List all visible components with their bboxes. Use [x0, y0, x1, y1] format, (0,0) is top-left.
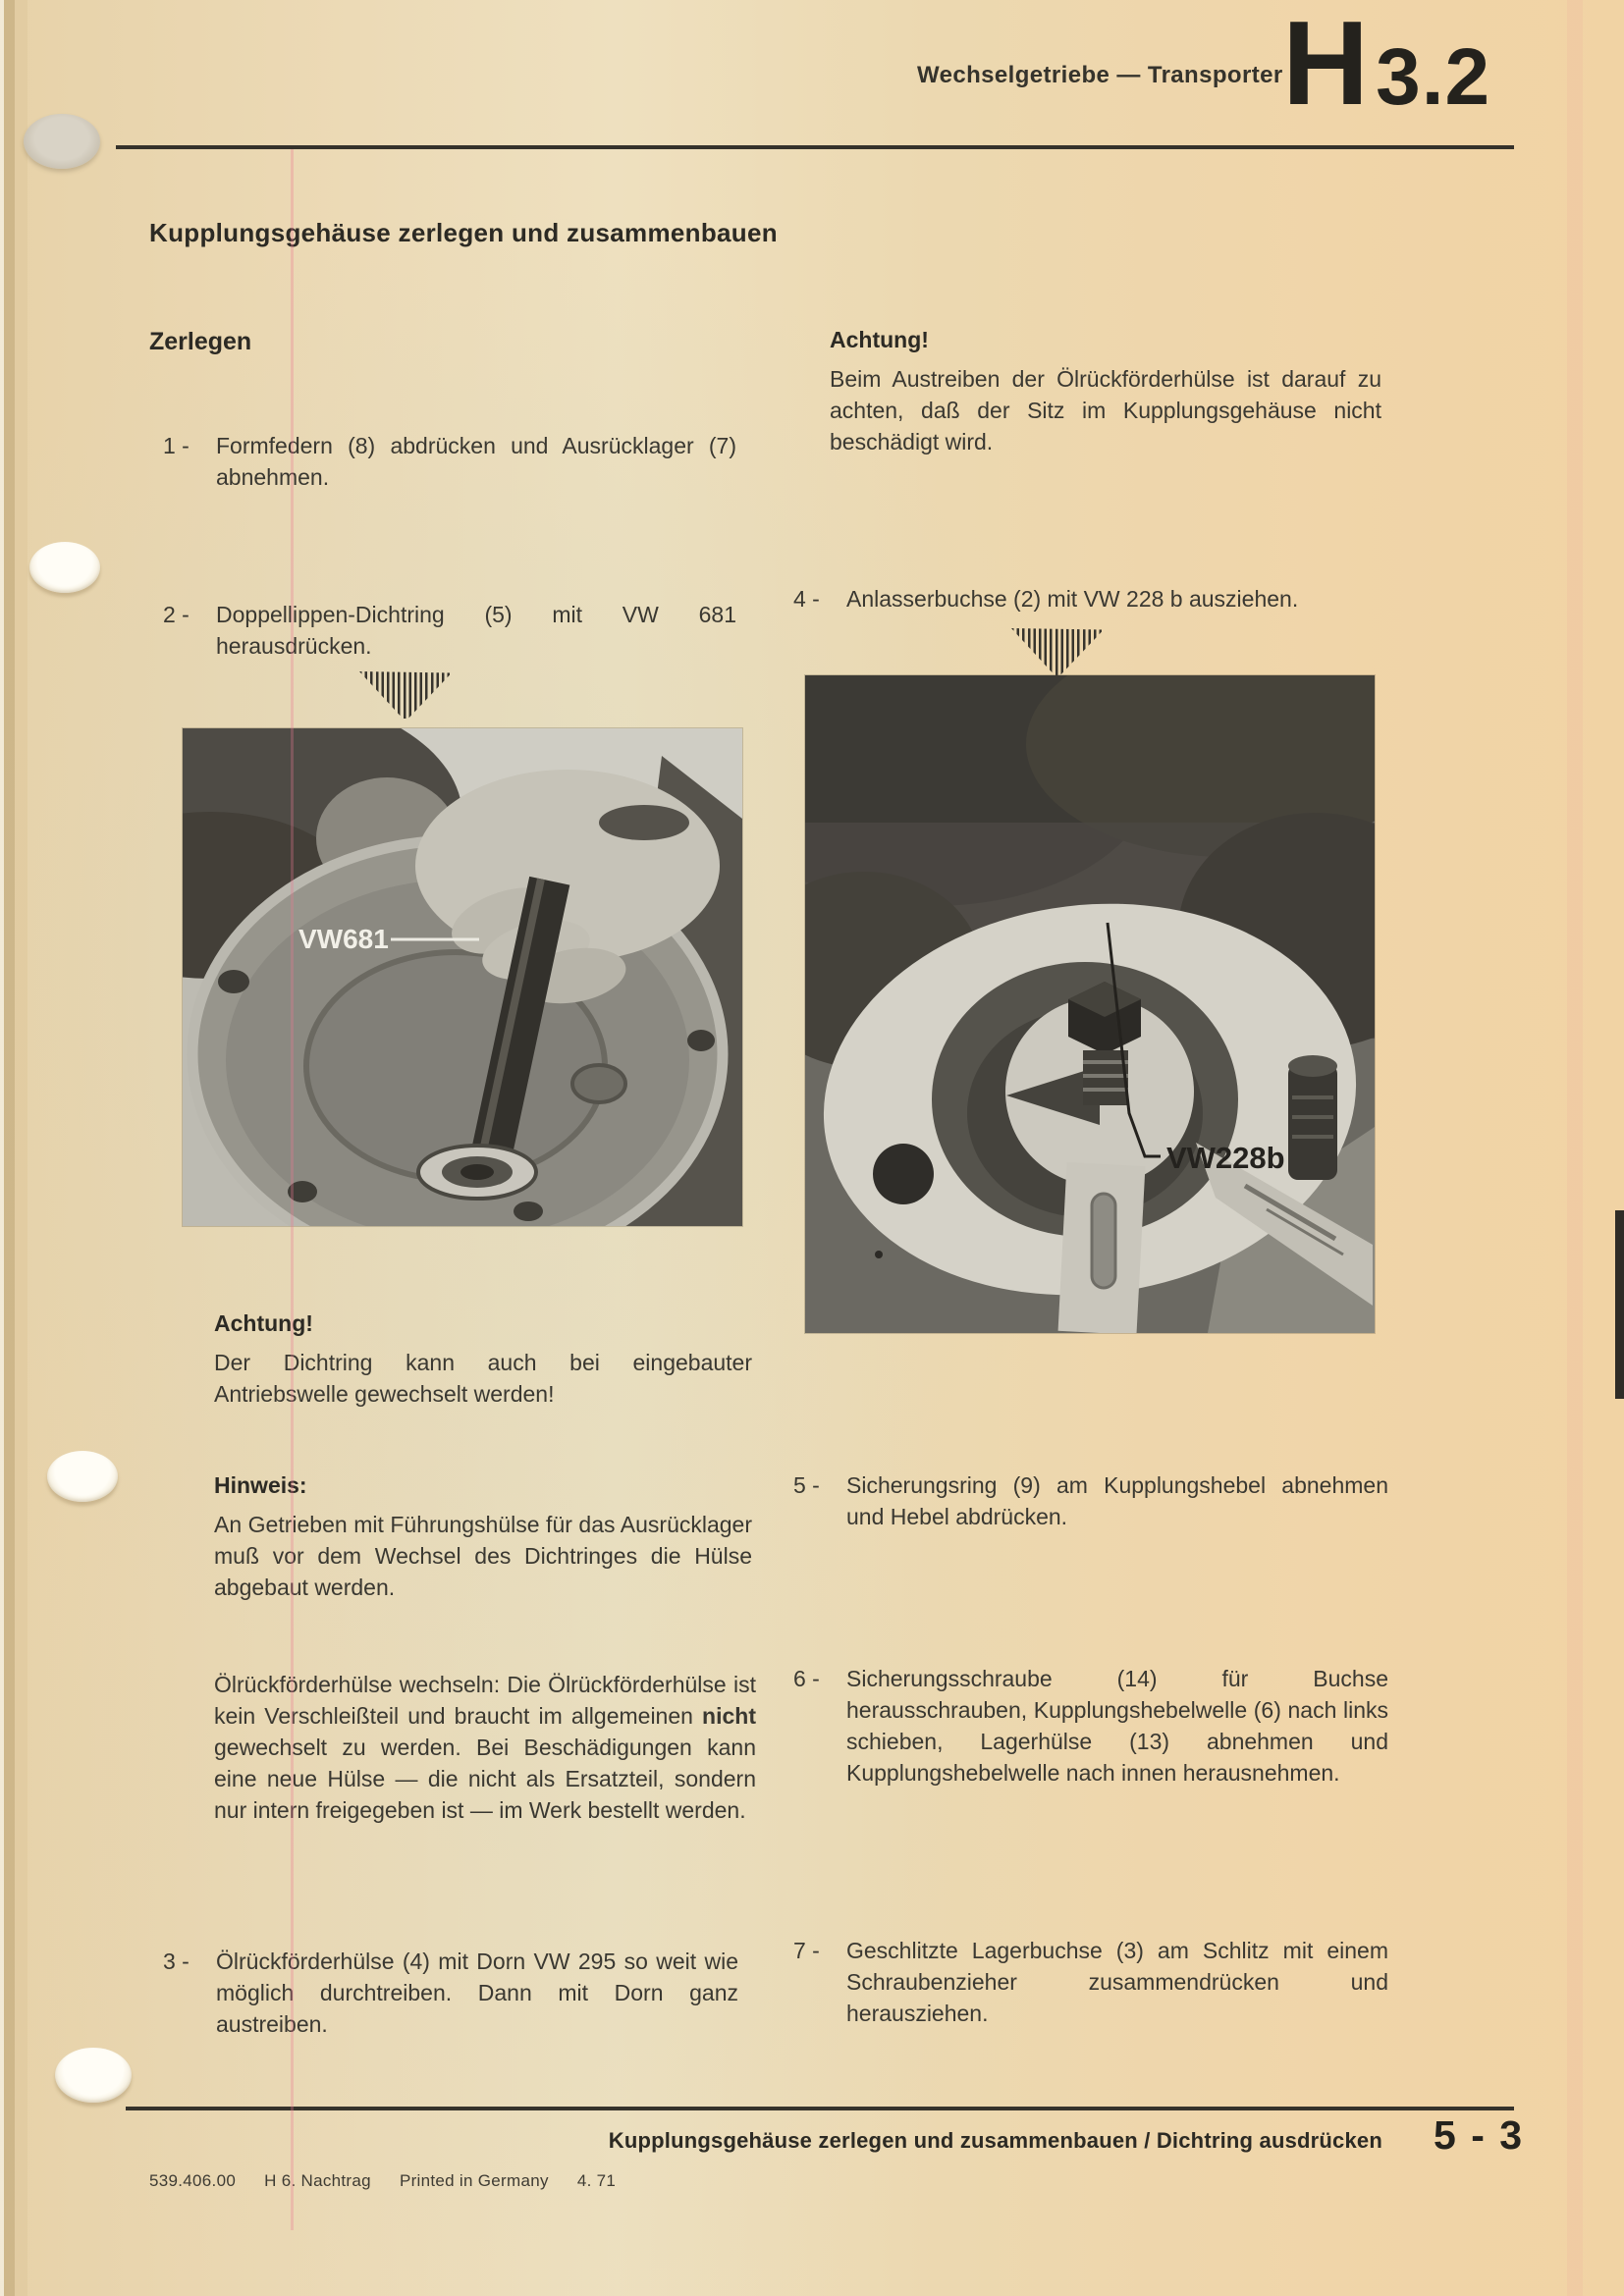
- section-number: 3.2: [1376, 32, 1491, 123]
- figure-photo-vw681: [183, 728, 742, 1226]
- attention-block-right: [830, 324, 1381, 457]
- starter-bushing-puller-photo: [805, 675, 1375, 1333]
- step-text: Sicherungsring (9) am Kupplungshebel abnehmen und Hebel abdrücken.: [846, 1472, 1388, 1529]
- punch-hole: [29, 542, 100, 593]
- sleeve-paragraph-text: gewechselt zu werden. Bei Beschädigungen kann eine neue Hülse — die nicht als Ersatzteil, sondern nur intern freigegeben ist — im Werk bestellt werden.: [214, 1735, 756, 1823]
- step-item-6: [793, 1663, 1388, 1789]
- step-item-3: [163, 1946, 738, 2040]
- step-number: 6 -: [793, 1666, 820, 1691]
- figure-tool-label: VW228b: [1166, 1141, 1285, 1175]
- imprint-part: H 6. Nachtrag: [264, 2171, 371, 2190]
- subheading-zerlegen: Zerlegen: [149, 328, 252, 355]
- sleeve-paragraph-emphasis: nicht: [702, 1703, 756, 1729]
- step-number: 7 -: [793, 1938, 820, 1963]
- attention-heading: Achtung!: [830, 327, 929, 352]
- imprint-line: [149, 2171, 639, 2191]
- figure-pointer-icon: [1011, 628, 1104, 675]
- punch-hole: [55, 2048, 132, 2103]
- figure-pointer-icon: [359, 671, 452, 719]
- clutch-housing-seal-photo: [183, 728, 742, 1226]
- figure-photo-vw228b: [805, 675, 1375, 1333]
- punch-hole: [24, 114, 100, 169]
- attention-body: Beim Austreiben der Ölrückförderhülse ist darauf zu achten, daß der Sitz im Kupplungsgehäuse nicht beschädigt wird.: [830, 366, 1381, 454]
- section-code: [1282, 0, 1491, 130]
- step-text: Ölrückförderhülse (4) mit Dorn VW 295 so weit wie möglich durchtreiben. Dann mit Dorn ganz austreiben.: [216, 1949, 738, 2037]
- figure-tool-label: VW681: [298, 924, 389, 954]
- imprint-part: 539.406.00: [149, 2171, 237, 2190]
- step-item-1: [163, 430, 736, 493]
- scan-edge-bar: [1615, 1210, 1624, 1399]
- header-rule: [116, 145, 1514, 149]
- step-text: Anlasserbuchse (2) mit VW 228 b ausziehen.: [846, 586, 1299, 612]
- attention-body: Der Dichtring kann auch bei eingebauter Antriebswelle gewechselt werden!: [214, 1350, 752, 1407]
- step-number: 1 -: [163, 433, 189, 458]
- footer-rule: [126, 2107, 1514, 2110]
- footer-caption: Kupplungsgehäuse zerlegen und zusammenbauen / Dichtring ausdrücken: [608, 2128, 1382, 2153]
- step-text: Formfedern (8) abdrücken und Ausrücklager (7) abnehmen.: [216, 433, 736, 490]
- sleeve-paragraph: [214, 1669, 756, 1826]
- page-title: Kupplungsgehäuse zerlegen und zusammenbauen: [149, 218, 778, 247]
- note-block: [214, 1469, 752, 1603]
- section-letter: H: [1282, 0, 1367, 130]
- attention-block-left: [214, 1308, 752, 1410]
- step-item-7: [793, 1935, 1388, 2029]
- page-number: 5 - 3: [1434, 2112, 1525, 2158]
- sleeve-paragraph-text: Ölrückförderhülse wechseln: Die Ölrückförderhülse ist kein Verschleißteil und braucht im allgemeinen: [214, 1672, 756, 1729]
- note-body: An Getrieben mit Führungshülse für das Ausrücklager muß vor dem Wechsel des Dichtringes die Hülse abgebaut werden.: [214, 1512, 752, 1600]
- attention-heading: Achtung!: [214, 1310, 313, 1336]
- imprint-part: 4. 71: [576, 2171, 617, 2190]
- step-number: 2 -: [163, 602, 189, 627]
- breadcrumb: Wechselgetriebe — Transporter: [917, 62, 1283, 88]
- scan-artifact-band: [1567, 0, 1583, 2296]
- step-text: Doppellippen-Dichtring (5) mit VW 681 herausdrücken.: [216, 602, 736, 659]
- note-heading: Hinweis:: [214, 1472, 307, 1498]
- step-number: 4 -: [793, 586, 820, 612]
- step-item-4: [793, 583, 1388, 614]
- step-text: Geschlitzte Lagerbuchse (3) am Schlitz mit einem Schraubenzieher zusammendrücken und herausziehen.: [846, 1938, 1388, 2026]
- imprint-part: Printed in Germany: [399, 2171, 549, 2190]
- step-number: 3 -: [163, 1949, 189, 1974]
- step-item-2: [163, 599, 736, 662]
- punch-hole: [47, 1451, 118, 1502]
- step-item-5: [793, 1469, 1388, 1532]
- step-text: Sicherungsschraube (14) für Buchse herausschrauben, Kupplungshebelwelle (6) nach links schieben, Lagerhülse (13) abnehmen und Kupplungshebelwelle nach innen herausnehmen.: [846, 1666, 1388, 1786]
- step-number: 5 -: [793, 1472, 820, 1498]
